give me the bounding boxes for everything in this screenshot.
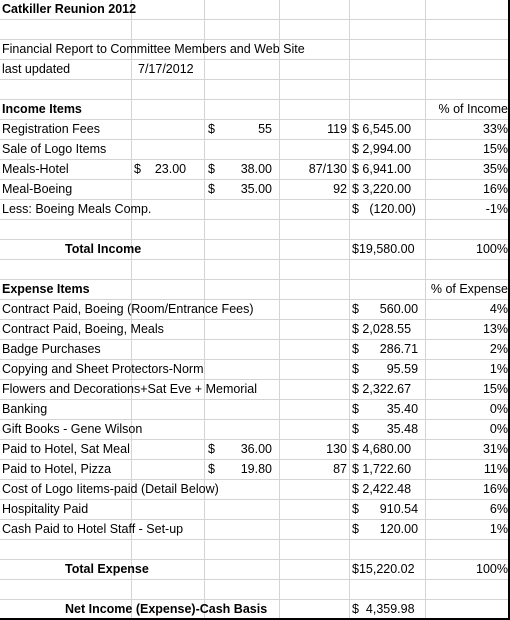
expense-item-label: Badge Purchases	[2, 342, 101, 356]
expense-item-label: Paid to Hotel, Pizza	[2, 462, 112, 476]
expense-item-col3: 36.00	[240, 442, 272, 456]
table-row[interactable]	[0, 240, 510, 260]
table-row[interactable]	[0, 340, 510, 360]
income-item-col4: 119	[327, 122, 347, 136]
income-item-col3: 38.00	[240, 162, 272, 176]
expense-item-col3: 19.80	[240, 462, 272, 476]
total-income-value: $19,580.00	[352, 242, 415, 256]
expense-item-col4: 130	[326, 442, 347, 456]
sheet-row[interactable]	[0, 220, 510, 240]
expense-item-label: Flowers and Decorations+Sat Eve + Memorial	[2, 382, 257, 396]
sheet-row[interactable]	[0, 40, 510, 60]
income-item-pct: 35%	[482, 162, 508, 176]
income-item-amount: $ (120.00)	[352, 202, 416, 216]
income-item-amount: $ 3,220.00	[352, 182, 412, 196]
report-title: Catkiller Reunion 2012	[2, 2, 137, 16]
expense-item-pct: 0%	[489, 402, 508, 416]
expense-item-label: Contract Paid, Boeing (Room/Entrance Fees)	[2, 302, 254, 316]
net-income-value: $ 4,359.98	[352, 602, 415, 616]
expense-item-amount: $ 286.71	[352, 342, 419, 356]
income-item-pct: 33%	[482, 122, 508, 136]
expense-item-label: Cash Paid to Hotel Staff - Set-up	[2, 522, 184, 536]
table-row[interactable]	[0, 420, 510, 440]
expense-item-pct: 1%	[489, 522, 508, 536]
expense-item-amount: $ 910.54	[352, 502, 419, 516]
expense-item-amount: $ 2,028.55	[352, 322, 412, 336]
income-item-col1: $ 23.00	[134, 162, 187, 176]
income-item-col3: 55	[258, 122, 272, 136]
total-expense-pct: 100%	[476, 562, 508, 576]
expense-item-label: Banking	[2, 402, 48, 416]
table-row[interactable]	[0, 180, 510, 200]
income-item-label: Registration Fees	[2, 122, 100, 136]
expense-item-amount: $ 2,422.48	[352, 482, 412, 496]
expense-item-amount: $ 35.48	[352, 422, 419, 436]
sheet-row[interactable]	[0, 80, 510, 100]
net-income-label: Net Income (Expense)-Cash Basis	[65, 602, 268, 616]
income-item-col2: $	[208, 162, 215, 176]
expense-item-pct: 16%	[482, 482, 508, 496]
expense-item-col2: $	[208, 442, 215, 456]
income-item-pct: -1%	[485, 202, 508, 216]
total-income-pct: 100%	[476, 242, 508, 256]
table-row[interactable]	[0, 160, 510, 180]
table-row[interactable]	[0, 500, 510, 520]
expense-item-label: Paid to Hotel, Sat Meal	[2, 442, 130, 456]
expense-item-label: Gift Books - Gene Wilson	[2, 422, 143, 436]
sheet-row[interactable]	[0, 0, 510, 20]
expense-item-label: Copying and Sheet Protectors-Norm	[2, 362, 204, 376]
table-row[interactable]	[0, 380, 510, 400]
table-row[interactable]	[0, 300, 510, 320]
expense-item-col2: $	[208, 462, 215, 476]
table-row[interactable]	[0, 480, 510, 500]
sheet-row[interactable]	[0, 20, 510, 40]
expense-item-label: Contract Paid, Boeing, Meals	[2, 322, 164, 336]
expense-item-amount: $ 120.00	[352, 522, 419, 536]
sheet-row[interactable]	[0, 60, 510, 80]
expense-item-pct: 4%	[489, 302, 508, 316]
expense-item-pct: 0%	[489, 422, 508, 436]
expense-item-amount: $ 560.00	[352, 302, 419, 316]
income-pct-header: % of Income	[438, 102, 508, 116]
total-expense-label: Total Expense	[65, 562, 149, 576]
table-row[interactable]	[0, 520, 510, 540]
income-item-col2: $	[208, 122, 215, 136]
income-item-col4: 87/130	[308, 162, 347, 176]
table-row[interactable]	[0, 460, 510, 480]
table-row[interactable]	[0, 320, 510, 340]
table-row[interactable]	[0, 200, 510, 220]
table-row[interactable]	[0, 140, 510, 160]
expense-item-label: Hospitality Paid	[2, 502, 89, 516]
expense-item-label: Cost of Logo Iitems-paid (Detail Below)	[2, 482, 219, 496]
income-section-label: Income Items	[2, 102, 82, 116]
expense-item-pct: 31%	[482, 442, 508, 456]
income-item-amount: $ 6,545.00	[352, 122, 412, 136]
expense-item-amount: $ 4,680.00	[352, 442, 412, 456]
expense-item-amount: $ 2,322.67	[352, 382, 412, 396]
income-item-pct: 16%	[482, 182, 508, 196]
income-item-label: Meal-Boeing	[2, 182, 73, 196]
expense-section-label: Expense Items	[2, 282, 90, 296]
table-row[interactable]	[0, 120, 510, 140]
expense-item-pct: 2%	[489, 342, 508, 356]
table-row[interactable]	[0, 400, 510, 420]
income-item-label: Sale of Logo Items	[2, 142, 107, 156]
sheet-row[interactable]	[0, 100, 510, 120]
income-item-pct: 15%	[482, 142, 508, 156]
table-row[interactable]	[0, 440, 510, 460]
sheet-row[interactable]	[0, 540, 510, 560]
expense-pct-header: % of Expense	[430, 282, 508, 296]
expense-item-pct: 11%	[483, 462, 508, 476]
expense-item-pct: 6%	[489, 502, 508, 516]
expense-item-pct: 13%	[482, 322, 508, 336]
expense-item-col4: 87	[333, 462, 347, 476]
income-item-amount: $ 2,994.00	[352, 142, 412, 156]
last-updated-value: 7/17/2012	[138, 62, 194, 76]
income-item-col4: 92	[333, 182, 347, 196]
last-updated-label: last updated	[2, 62, 71, 76]
expense-item-amount: $ 1,722.60	[352, 462, 412, 476]
expense-item-pct: 1%	[489, 362, 508, 376]
sheet-row[interactable]	[0, 260, 510, 280]
table-row[interactable]	[0, 560, 510, 580]
income-item-label: Less: Boeing Meals Comp.	[2, 202, 152, 216]
expense-item-amount: $ 95.59	[352, 362, 419, 376]
report-subtitle: Financial Report to Committee Members and Web Site	[2, 42, 305, 56]
total-income-label: Total Income	[65, 242, 142, 256]
sheet-row[interactable]	[0, 280, 510, 300]
income-item-col2: $	[208, 182, 215, 196]
income-item-amount: $ 6,941.00	[352, 162, 412, 176]
sheet-row[interactable]	[0, 580, 510, 600]
table-row[interactable]	[0, 360, 510, 380]
income-item-col3: 35.00	[240, 182, 272, 196]
expense-item-amount: $ 35.40	[352, 402, 419, 416]
expense-item-pct: 15%	[482, 382, 508, 396]
table-row[interactable]	[0, 600, 510, 620]
total-expense-value: $15,220.02	[352, 562, 415, 576]
income-item-label: Meals-Hotel	[2, 162, 69, 176]
